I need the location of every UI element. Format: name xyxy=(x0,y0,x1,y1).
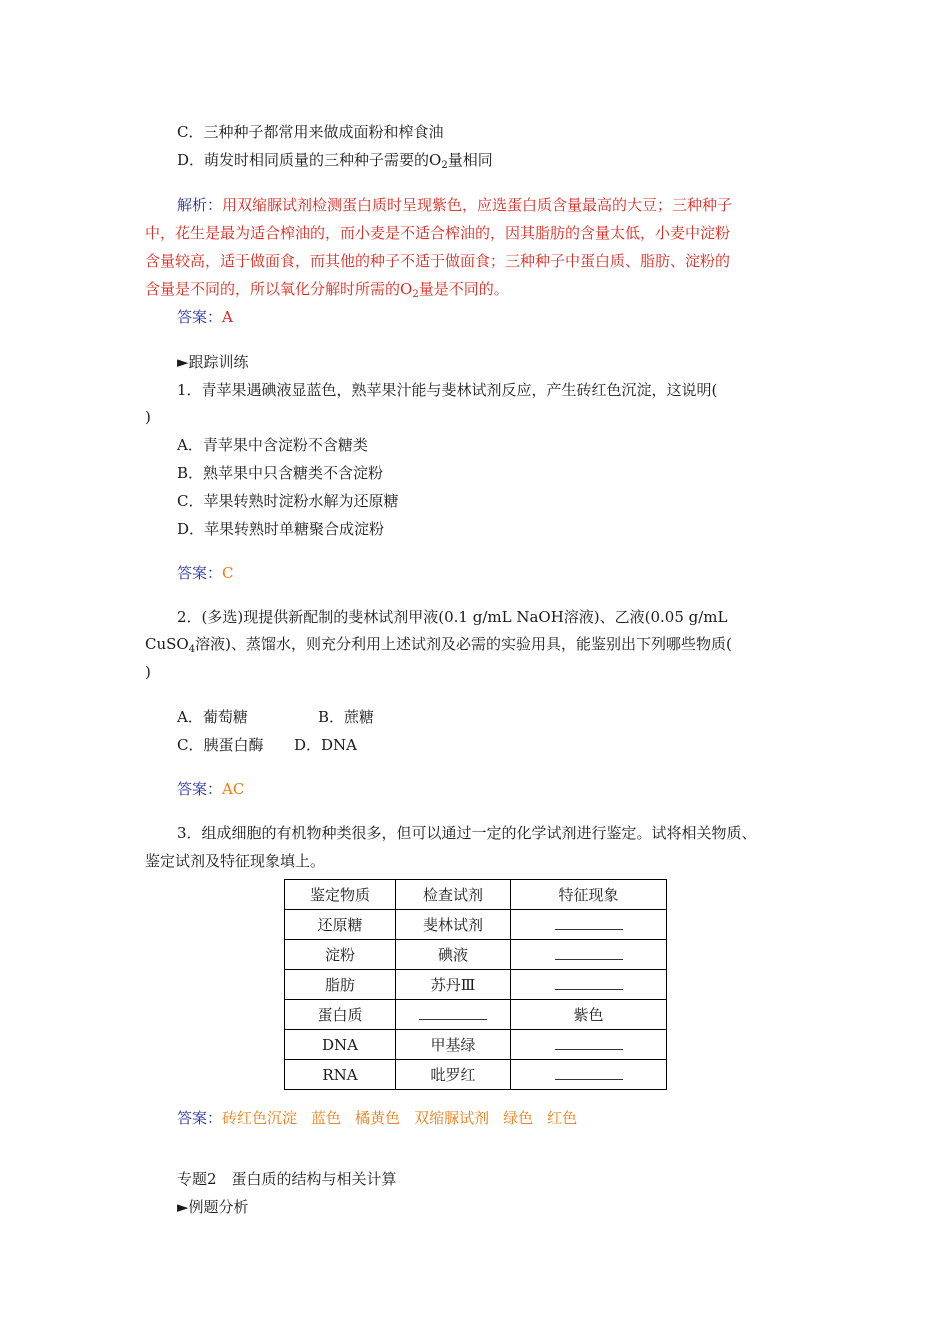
fill-blank-line xyxy=(555,949,623,960)
table-cell-blank xyxy=(511,910,667,940)
prev-option-d-sub: 2 xyxy=(441,160,448,171)
answer-0-value: A xyxy=(222,308,233,326)
table-cell-blank xyxy=(511,1060,667,1090)
answer-0-label: 答案： xyxy=(177,308,223,326)
table-header-cell: 鉴定物质 xyxy=(285,880,396,910)
fill-blank-line xyxy=(555,979,623,990)
q2-line2-sub: 4 xyxy=(188,644,196,655)
q3-answer xyxy=(177,1108,577,1128)
q1-answer xyxy=(177,563,234,583)
table-row xyxy=(285,1000,667,1030)
table-cell-blank xyxy=(511,1030,667,1060)
q2-answer xyxy=(177,779,244,799)
q1-line2: ) xyxy=(145,408,151,426)
q3-answer-item: 红色 xyxy=(547,1109,578,1127)
q2-option-b: B．蔗糖 xyxy=(318,708,375,726)
q2-option-c: C．胰蛋白酶 xyxy=(177,736,264,754)
table-cell: 还原糖 xyxy=(285,910,396,940)
table-cell: 紫色 xyxy=(511,1000,667,1030)
q1-option-a: A．青苹果中含淀粉不含糖类 xyxy=(177,436,368,454)
analysis-label: 解析： xyxy=(177,196,223,214)
fill-blank-line xyxy=(555,1039,623,1050)
prev-option-d-suffix: 量相同 xyxy=(447,151,493,169)
fill-blank-line xyxy=(555,919,623,930)
table-header-cell: 检查试剂 xyxy=(396,880,511,910)
analysis-line3: 含量较高，适于做面食，而其他的种子不适于做面食；三种种子中蛋白质、脂肪、淀粉的 xyxy=(145,252,731,270)
q1-answer-label: 答案： xyxy=(177,564,223,582)
table-cell: 淀粉 xyxy=(285,940,396,970)
table-row xyxy=(285,1060,667,1090)
prev-option-d xyxy=(177,150,493,176)
table-header-row xyxy=(285,880,667,910)
q1-line1: 1．青苹果遇碘液显蓝色，熟苹果汁能与斐林试剂反应，产生砖红色沉淀，这说明( xyxy=(177,381,718,399)
q2-line2-prefix: CuSO xyxy=(145,635,189,653)
section-follow-training: ►跟踪训练 xyxy=(177,353,249,371)
table-cell: DNA xyxy=(285,1030,396,1060)
table-row xyxy=(285,910,667,940)
q1-option-b: B．熟苹果中只含糖类不含淀粉 xyxy=(177,464,384,482)
table-cell: 苏丹Ⅲ xyxy=(396,970,511,1000)
q3-line1: 3．组成细胞的有机物种类很多，但可以通过一定的化学试剂进行鉴定。试将相关物质、 xyxy=(177,824,757,842)
answer-0 xyxy=(177,307,233,327)
q2-answer-label: 答案： xyxy=(177,780,223,798)
q3-answer-item: 砖红色沉淀 xyxy=(222,1109,298,1127)
identification-table xyxy=(284,879,667,1090)
q2-line2 xyxy=(145,634,732,660)
q3-answer-label: 答案： xyxy=(177,1109,223,1127)
topic2-subsection: ►例题分析 xyxy=(177,1198,249,1216)
analysis-line4-sub: 2 xyxy=(412,289,419,300)
analysis-line4-suffix: 量是不同的。 xyxy=(418,280,509,298)
q3-answer-item: 蓝色 xyxy=(311,1109,342,1127)
prev-option-d-prefix: D．萌发时相同质量的三种种子需要的O xyxy=(177,151,442,169)
table-cell-blank xyxy=(511,940,667,970)
table-cell-blank xyxy=(511,970,667,1000)
table-cell: 甲基绿 xyxy=(396,1030,511,1060)
table-cell: 蛋白质 xyxy=(285,1000,396,1030)
table-row xyxy=(285,1030,667,1060)
topic2-title: 专题2 蛋白质的结构与相关计算 xyxy=(177,1170,397,1188)
analysis-line4 xyxy=(145,279,509,305)
fill-blank-line xyxy=(555,1069,623,1080)
table-cell: RNA xyxy=(285,1060,396,1090)
q3-answer-item: 绿色 xyxy=(503,1109,534,1127)
q1-answer-value: C xyxy=(222,564,234,582)
q1-option-d: D．苹果转熟时单糖聚合成淀粉 xyxy=(177,520,385,538)
q2-line2-suffix: 溶液)、蒸馏水，则充分利用上述试剂及必需的实验用具，能鉴别出下列哪些物质( xyxy=(195,635,732,653)
q2-answer-value: AC xyxy=(222,780,245,798)
analysis-line2: 中，花生是最为适合榨油的，而小麦是不适合榨油的，因其脂肪的含量太低，小麦中淀粉 xyxy=(145,224,731,242)
q2-line3: ) xyxy=(145,663,151,681)
q1-option-c: C．苹果转熟时淀粉水解为还原糖 xyxy=(177,492,399,510)
table-cell-blank xyxy=(396,1000,511,1030)
q3-answer-item: 橘黄色 xyxy=(355,1109,401,1127)
prev-option-c: C．三种种子都常用来做成面粉和榨食油 xyxy=(177,123,444,141)
analysis-line4-prefix: 含量是不同的，所以氧化分解时所需的O xyxy=(145,280,413,298)
table-header-cell: 特征现象 xyxy=(511,880,667,910)
q2-line1: 2．(多选)现提供新配制的斐林试剂甲液(0.1 g/mL NaOH溶液)、乙液(0.05 g/mL xyxy=(177,608,728,626)
analysis-line1 xyxy=(177,195,732,215)
table-cell: 吡罗红 xyxy=(396,1060,511,1090)
fill-blank-line xyxy=(419,1009,487,1020)
table-cell: 斐林试剂 xyxy=(396,910,511,940)
analysis-text-1: 用双缩脲试剂检测蛋白质时呈现紫色，应选蛋白质含量最高的大豆；三种种子 xyxy=(222,196,733,214)
table-cell: 碘液 xyxy=(396,940,511,970)
table-cell: 脂肪 xyxy=(285,970,396,1000)
table-row xyxy=(285,940,667,970)
q2-option-d: D．DNA xyxy=(294,736,358,754)
q3-answer-item: 双缩脲试剂 xyxy=(414,1109,490,1127)
q3-line2: 鉴定试剂及特征现象填上。 xyxy=(145,852,326,870)
q2-option-a: A．葡萄糖 xyxy=(177,708,248,726)
table-row xyxy=(285,970,667,1000)
